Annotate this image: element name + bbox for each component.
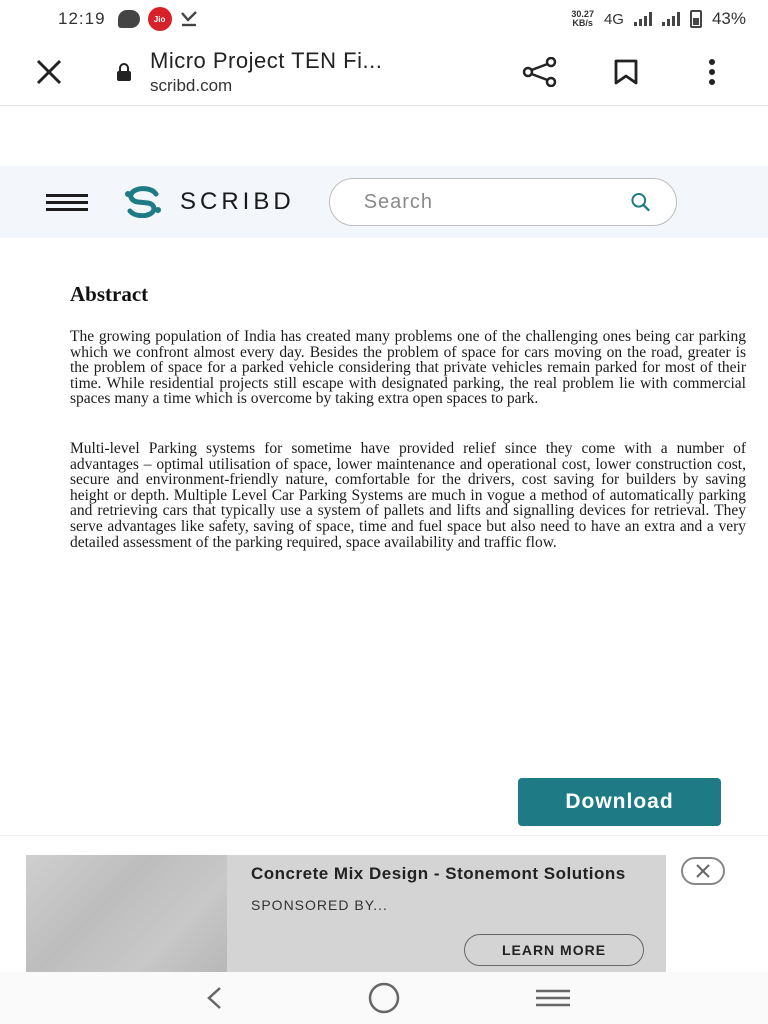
battery-icon — [690, 10, 702, 28]
home-button[interactable] — [362, 976, 406, 1020]
close-tab-button[interactable] — [24, 47, 74, 97]
recent-apps-icon — [535, 988, 571, 1008]
toolbar-actions — [520, 52, 732, 92]
home-circle-icon — [366, 980, 402, 1016]
ad-content — [227, 855, 666, 973]
status-bar — [0, 0, 768, 38]
bookmark-icon — [612, 58, 640, 86]
download-status-icon — [180, 11, 198, 27]
lock-icon — [114, 62, 134, 82]
ad-image[interactable] — [26, 855, 227, 973]
sponsored-ad[interactable] — [26, 855, 666, 973]
back-chevron-icon — [205, 986, 225, 1010]
page-title: Micro Project TEN Fi... — [150, 47, 383, 73]
back-button[interactable] — [193, 976, 237, 1020]
message-icon — [118, 10, 140, 28]
network-type: 4G — [603, 10, 624, 28]
hamburger-menu-button[interactable] — [46, 182, 90, 222]
ad-title[interactable]: Concrete Mix Design - Stonemont Solutions — [251, 864, 626, 883]
status-time: 12:19 — [58, 9, 106, 28]
net-speed-indicator: 30.27 KB/s — [571, 9, 594, 28]
signal-icon-secondary — [662, 12, 680, 26]
document-paragraph: Multi-level Parking systems for sometime have provided relief since they come with a number of advantages – optimal utilisation of space, lower maintenance and operational cost, lower construction cost, secure and environment-friendly nature, comfortable for the drivers, cost saving for builders by saving height or depth. Multiple Level Car Parking Systems are much in vogue a method of automatically parking and retrieving cars that typically use a system of pallets and lifts and signalling devices for retrieval. They serve advantages like safety, saving of space, time and fuel space but also need to have an extra and a very detailed assessment of the parking required, space availability and traffic flow. — [70, 439, 746, 551]
page-domain: scribd.com — [150, 75, 233, 95]
scribd-logo-icon — [122, 186, 164, 218]
scribd-header — [0, 166, 768, 238]
divider — [0, 835, 768, 836]
document-page — [70, 282, 746, 550]
battery-percent: 43% — [711, 9, 746, 28]
document-heading: Abstract — [70, 282, 149, 306]
signal-icon — [634, 12, 652, 26]
search-box[interactable] — [329, 178, 677, 226]
bookmark-button[interactable] — [606, 52, 646, 92]
recent-apps-button[interactable] — [531, 976, 575, 1020]
search-icon[interactable] — [629, 182, 652, 222]
more-vert-icon — [707, 59, 717, 85]
share-icon — [521, 57, 559, 87]
close-ad-button[interactable] — [681, 857, 725, 885]
status-notification-icons — [118, 7, 198, 31]
scribd-logo-text: SCRIBD — [180, 188, 295, 215]
close-icon — [35, 58, 63, 86]
close-icon — [695, 863, 711, 879]
status-system-icons — [571, 9, 746, 29]
ad-sponsor-label: SPONSORED BY... — [251, 897, 388, 913]
url-bar[interactable] — [150, 48, 382, 96]
document-paragraph: The growing population of India has created many problems one of the challenging ones being car parking which we confront almost every day. Besides the problem of space for cars moving on the road, greater is the problem of space for a parked vehicle considering that private vehicles remain parked for most of their time. While residential projects still escape with designated parking, the real problem lie with commercial spaces many a time which is overcome by taking extra open spaces to park. — [70, 328, 746, 408]
search-input[interactable] — [364, 191, 629, 214]
jio-carrier-icon: Jio — [148, 7, 172, 31]
more-options-button[interactable] — [692, 52, 732, 92]
scribd-logo[interactable] — [122, 186, 295, 218]
system-navigation-bar — [0, 972, 768, 1024]
browser-toolbar — [0, 38, 768, 106]
download-button[interactable]: Download — [518, 778, 721, 826]
share-button[interactable] — [520, 52, 560, 92]
learn-more-button[interactable]: LEARN MORE — [464, 934, 644, 966]
